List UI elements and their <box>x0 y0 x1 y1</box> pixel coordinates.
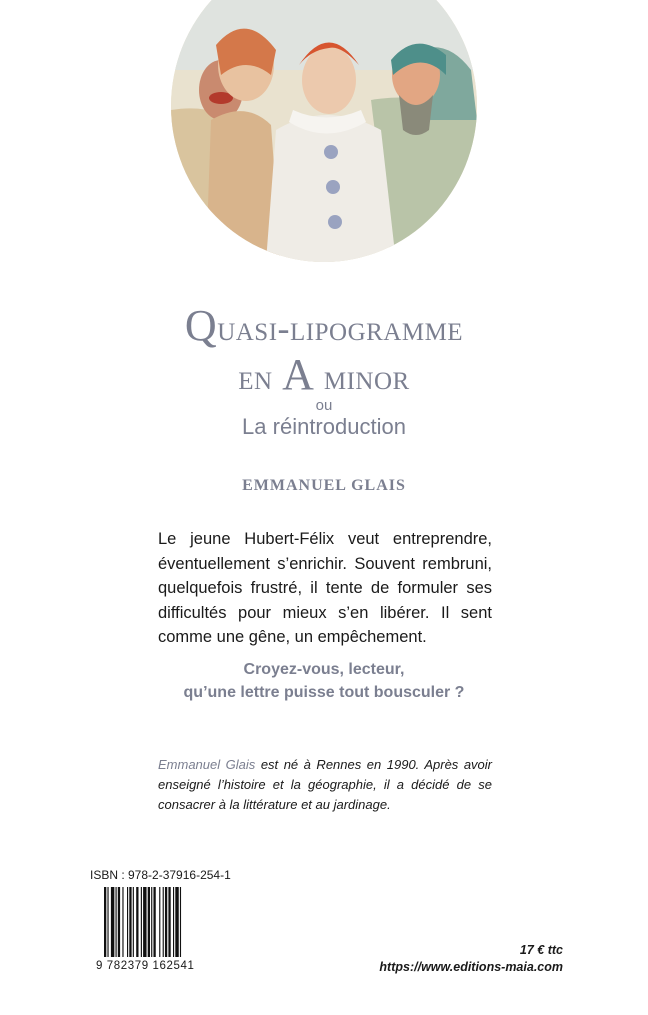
barcode-bar <box>180 887 181 957</box>
isbn-label: ISBN : 978-2-37916-254-1 <box>90 868 231 882</box>
barcode-bar <box>107 887 108 957</box>
title-rest: uasi-lipogramme <box>217 308 464 348</box>
barcode-bar <box>159 887 160 957</box>
bio-author-name: Emmanuel Glais <box>158 757 256 772</box>
barcode-bar <box>165 887 167 957</box>
title-line-2 <box>0 349 648 400</box>
barcode-bar <box>118 887 120 957</box>
masks-painting-illustration <box>171 0 477 262</box>
book-blurb: Le jeune Hubert-Félix veut entreprendre, éventuellement s’enrichir. Souvent rembruni, quelquefois frustré, il tente de formuler ses difficultés pour mieux s’en libérer. Il sent comme une gêne, un empêchement. <box>158 530 492 646</box>
barcode-bar <box>122 887 123 957</box>
barcode-bar <box>133 887 134 957</box>
cover-painting <box>171 0 477 262</box>
title-prefix: en <box>238 357 283 397</box>
barcode-bar <box>111 887 114 957</box>
title-initial: Q <box>184 301 218 350</box>
barcode-bar <box>143 887 146 957</box>
tagline-line-1: Croyez-vous, lecteur, <box>243 661 405 678</box>
price: 17 € ttc <box>519 943 563 957</box>
barcode-bar <box>151 887 152 957</box>
title-connector: ou <box>315 397 333 414</box>
barcode-digits: 9 782379 162541 <box>96 960 195 972</box>
barcode-bar <box>116 887 117 957</box>
barcode-bar <box>141 887 142 957</box>
barcode <box>104 887 206 957</box>
barcode-bar <box>153 887 155 957</box>
title-big-letter: A <box>282 350 315 399</box>
author-bio <box>158 755 492 815</box>
barcode-bar <box>127 887 128 957</box>
barcode-bar <box>148 887 150 957</box>
barcode-bar <box>168 887 170 957</box>
title-suffix: minor <box>314 357 410 397</box>
bio-text: est né à Rennes en 1990. Après avoir enseigné l’histoire et la géographie, il a décidé de se consacrer à la littérature et au jardinage. <box>158 757 492 812</box>
barcode-bar <box>104 887 106 957</box>
title-line-1 <box>0 300 648 351</box>
barcode-bar <box>175 887 178 957</box>
tagline-line-2: qu’une lettre puisse tout bousculer ? <box>183 684 465 701</box>
subtitle: La réintroduction <box>242 414 406 439</box>
barcode-bar <box>136 887 138 957</box>
barcode-bar <box>173 887 174 957</box>
barcode-bar <box>163 887 164 957</box>
publisher-url[interactable]: https://www.editions-maia.com <box>379 960 563 974</box>
barcode-bar <box>129 887 131 957</box>
author-name: EMMANUEL GLAIS <box>242 477 406 494</box>
